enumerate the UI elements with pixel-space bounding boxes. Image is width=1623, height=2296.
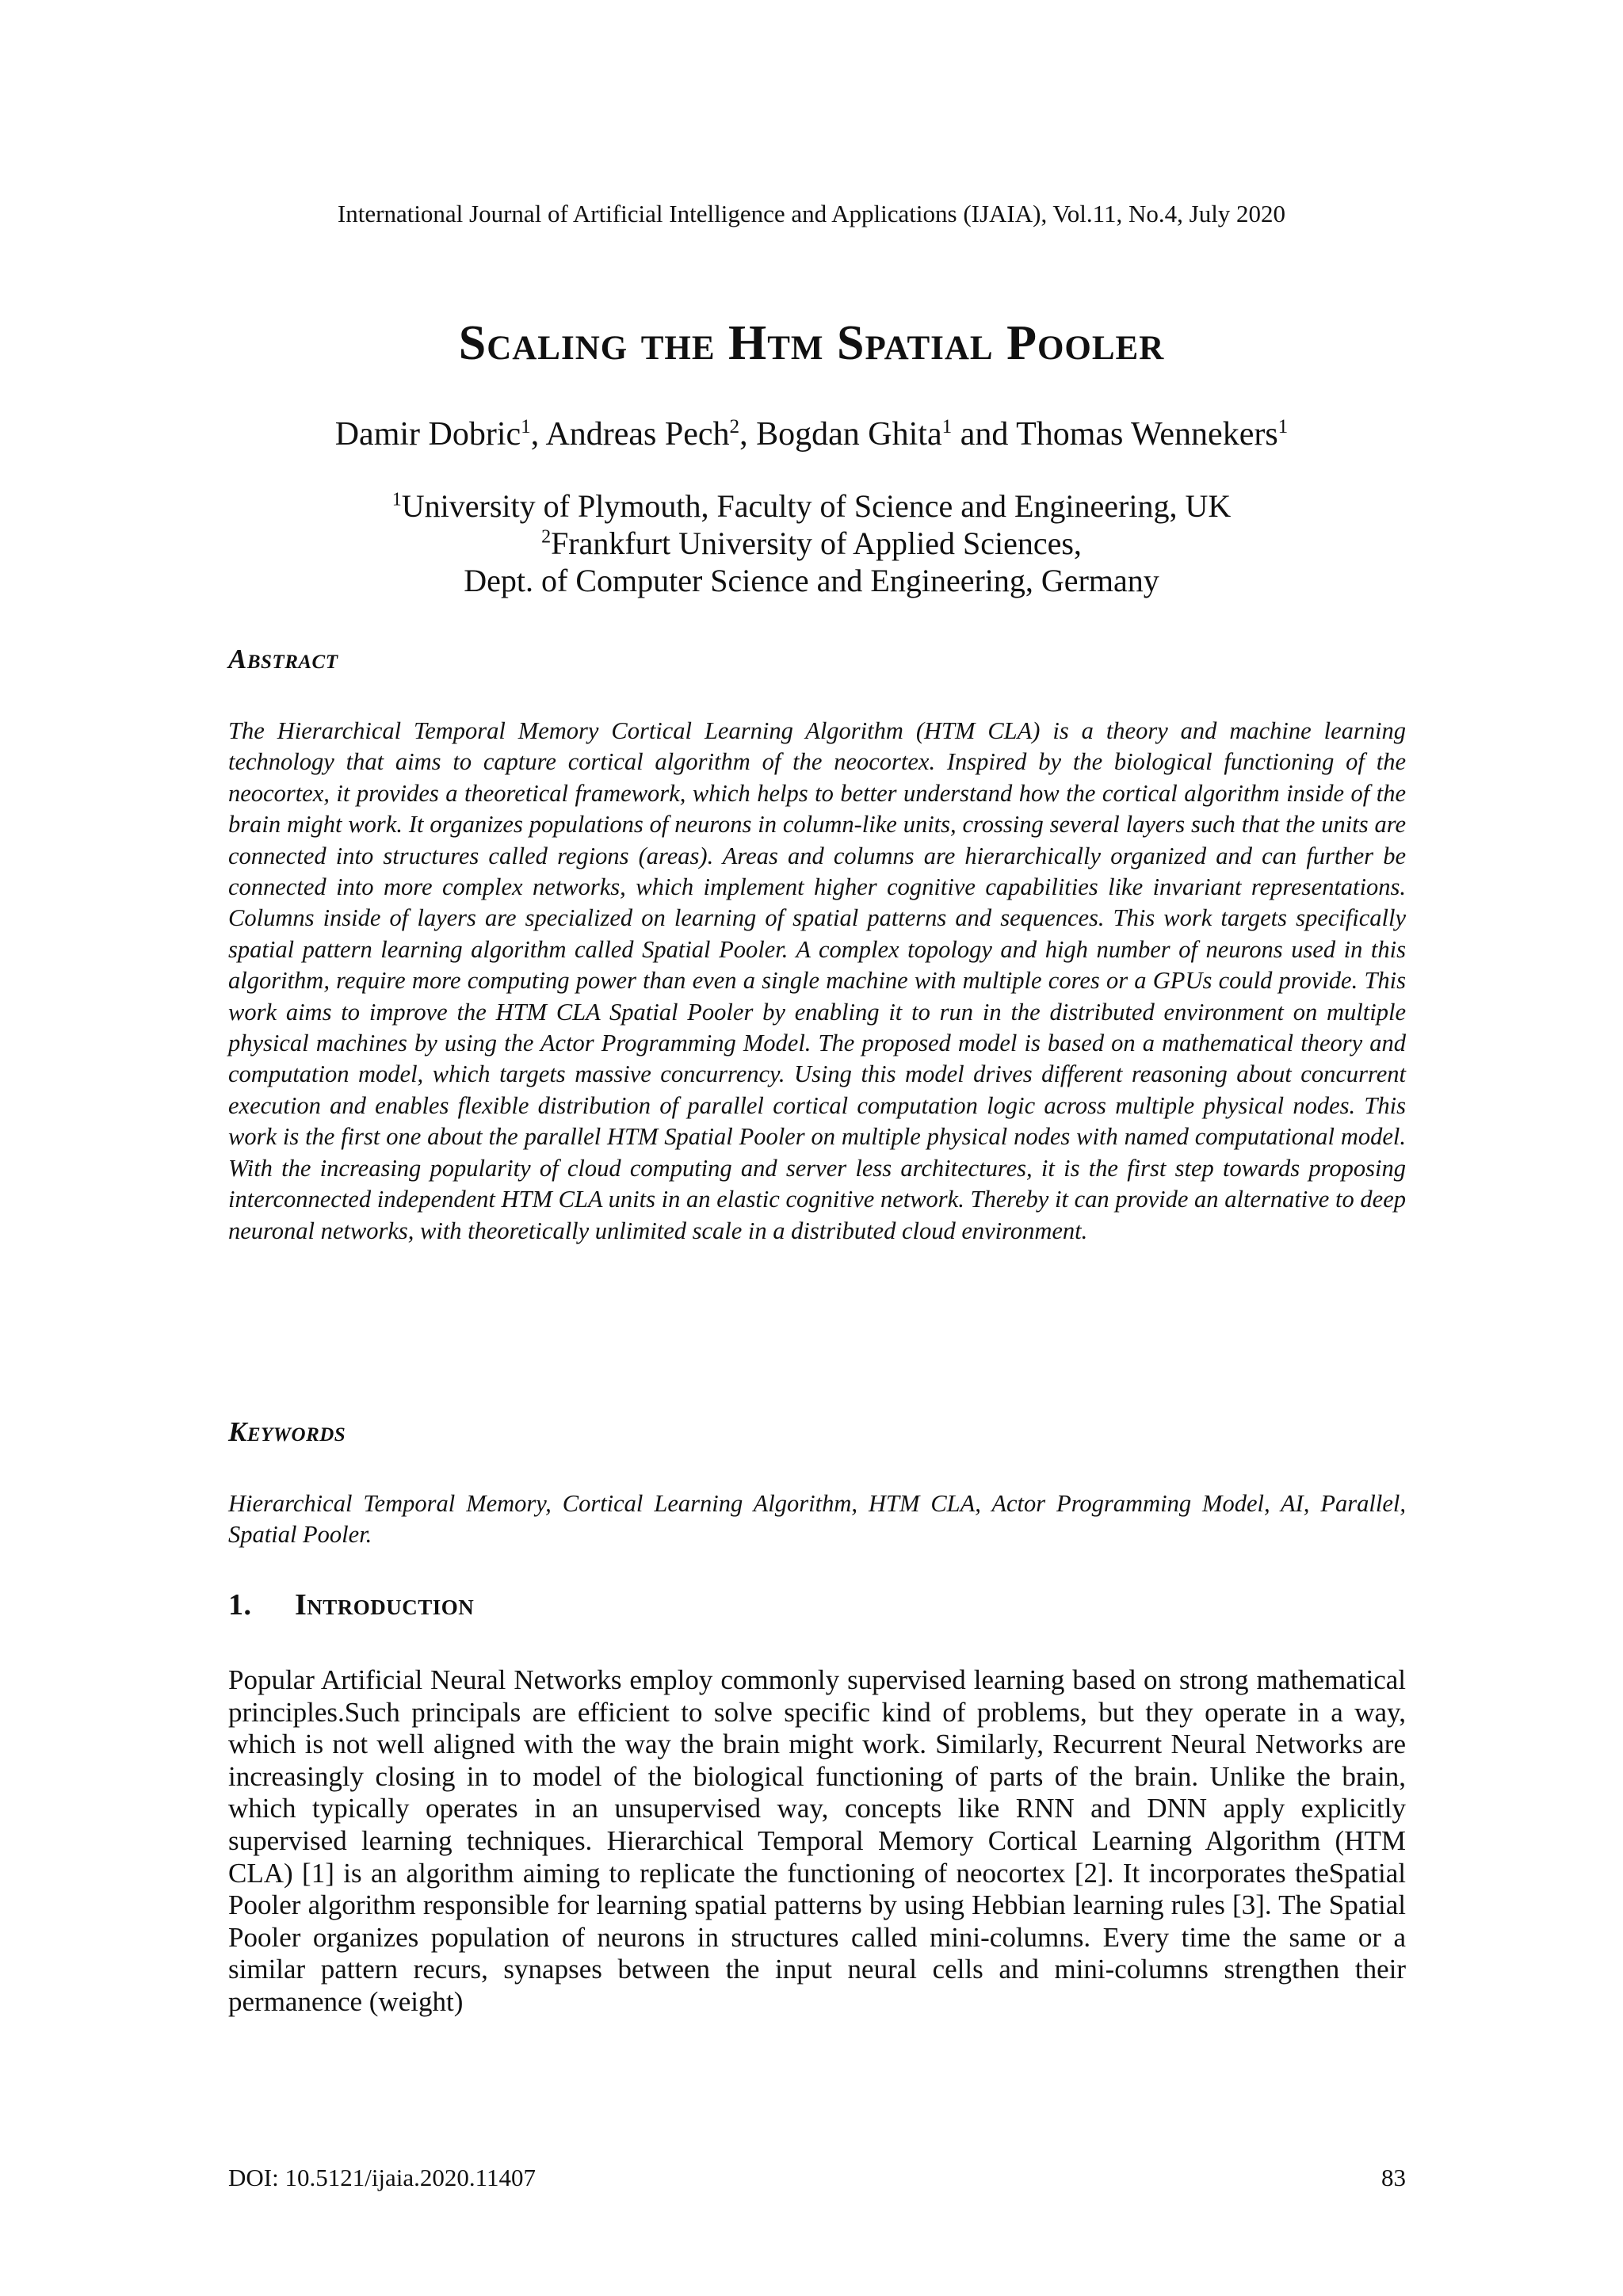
author-name: Thomas Wennekers: [1016, 416, 1278, 453]
abstract-text: The Hierarchical Temporal Memory Cortical Learning Algorithm (HTM CLA) is a theory and machine learning technology that aims to capture cortical algorithm of the neocortex. Inspired by the biological functioning of the neocortex, it provides a theoretical framework, which helps to better understand how the cortical algorithm inside of the brain might work. It organizes populations of neurons in column-like units, crossing several layers such that the units are connected into structures called regions (areas). Areas and columns are hierarchically organized and can further be connected into more complex networks, which implement higher cognitive capabilities like invariant representations. Columns inside of layers are specialized on learning of spatial patterns and sequences. This work targets specifically spatial pattern learning algorithm called Spatial Pooler. A complex topology and high number of neurons used in this algorithm, require more computing power than even a single machine with multiple cores or a GPUs could provide. This work aims to improve the HTM CLA Spatial Pooler by enabling it to run in the distributed environment on multiple physical machines by using the Actor Programming Model. The proposed model is based on a mathematical theory and computation model, which targets massive concurrency. Using this model drives different reasoning about concurrent execution and enables flexible distribution of parallel cortical computation logic across multiple physical nodes. This work is the first one about the parallel HTM Spatial Pooler on multiple physical nodes with named computational model. With the increasing popularity of cloud computing and server less architectures, it is the first step towards proposing interconnected independent HTM CLA units in an elastic cognitive network. Thereby it can provide an alternative to deep neuronal networks, with theoretically unlimited scale in a distributed cloud environment.: [228, 717, 1406, 1244]
affiliation-text: University of Plymouth, Faculty of Science and Engineering, UK: [401, 488, 1232, 524]
author-affiliation-mark: 1: [521, 416, 531, 437]
section-number: 1.: [228, 1588, 252, 1622]
running-header: International Journal of Artificial Intelligence and Applications (IJAIA), Vol.11, No.4, July 2020: [337, 200, 1286, 227]
author-separator: ,: [739, 416, 757, 453]
keywords-heading: Keywords: [228, 1416, 346, 1447]
author-affiliation-mark: 1: [1277, 416, 1289, 437]
author-name: Damir Dobric: [334, 416, 521, 453]
author-name: Bogdan Ghita: [756, 416, 942, 453]
paper-title: Scaling the Htm Spatial Pooler: [458, 316, 1165, 370]
introduction-text: Popular Artificial Neural Networks employ commonly supervised learning based on strong mathematical principles.Such principals are efficient to solve specific kind of problems, but they operate in a way, which is not well aligned with the way the brain might work. Similarly, Recurrent Neural Networks are increasingly closing in to model of the biological functioning of parts of the brain. Unlike the brain, which typically operates in an unsupervised way, concepts like RNN and DNN apply explicitly supervised learning techniques. Hierarchical Temporal Memory Cortical Learning Algorithm (HTM CLA) [1] is an algorithm aiming to replicate the functioning of neocortex [2]. It incorporates theSpatial Pooler algorithm responsible for learning spatial patterns by using Hebbian learning rules [3]. The Spatial Pooler organizes population of neurons in structures called mini-columns. Every time the same or a similar pattern recurs, synapses between the input neural cells and mini-columns strengthen their permanence (weight): [228, 1664, 1406, 2017]
section-title: Introduction: [295, 1588, 475, 1622]
affiliation-line: [0, 525, 1623, 562]
author-name: Andreas Pech: [545, 416, 730, 453]
author-list: [0, 412, 1623, 457]
author-affiliation-mark: 2: [729, 416, 740, 437]
affiliation-mark: 2: [541, 526, 552, 548]
doi: DOI: 10.5121/ijaia.2020.11407: [228, 2164, 537, 2191]
affiliation-block: [0, 487, 1623, 599]
affiliation-mark: 1: [391, 489, 402, 510]
author-separator: and: [952, 416, 1017, 453]
keywords-text: Hierarchical Temporal Memory, Cortical Learning Algorithm, HTM CLA, Actor Programming Model, AI, Parallel, Spatial Pooler.: [228, 1490, 1406, 1549]
abstract-heading: Abstract: [228, 644, 338, 674]
author-separator: ,: [530, 416, 546, 453]
affiliation-line: Dept. of Computer Science and Engineering, Germany: [464, 563, 1159, 598]
author-affiliation-mark: 1: [941, 416, 953, 437]
introduction-heading: [228, 1587, 1406, 1622]
affiliation-line: [0, 487, 1623, 525]
affiliation-text: Frankfurt University of Applied Sciences,: [551, 525, 1082, 561]
page-number: 83: [1381, 2164, 1406, 2191]
